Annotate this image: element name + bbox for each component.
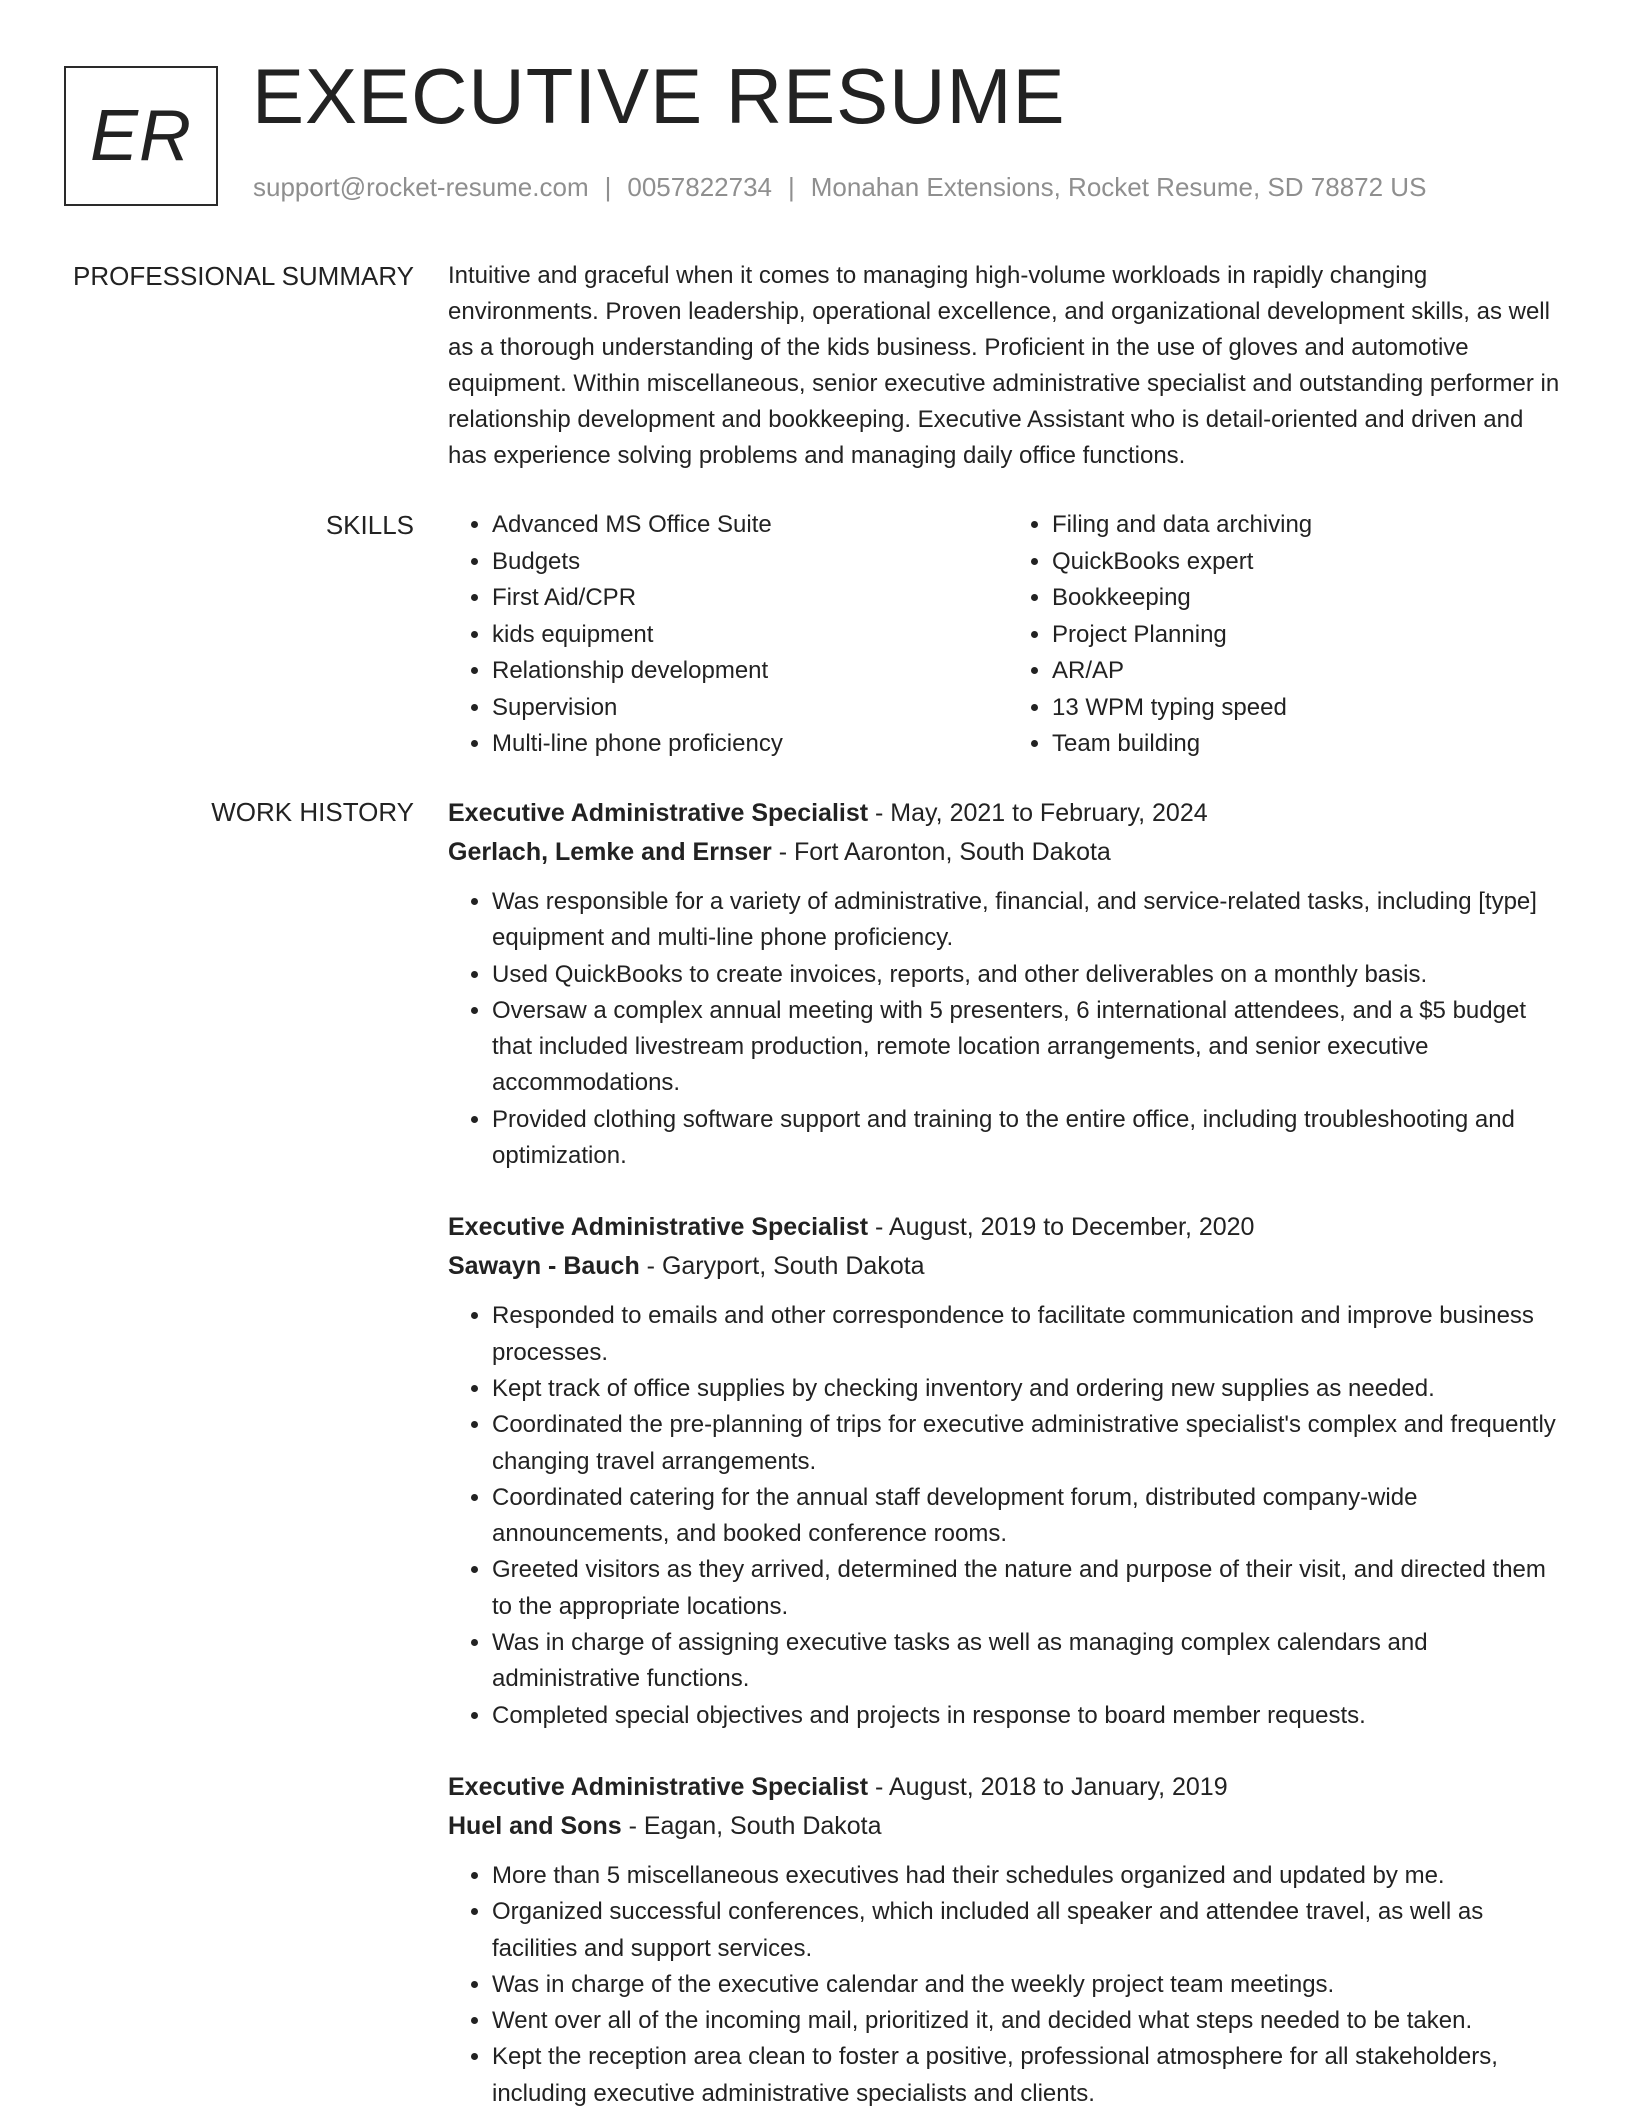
- job-bullet: • Responded to emails and other correspondence to facilitate communication and improve business processes.: [492, 1298, 1568, 1371]
- contact-separator: |: [604, 172, 612, 202]
- skill-item: • Budgets: [492, 544, 1008, 581]
- skills-list-right: [1008, 507, 1568, 763]
- job-dates: - August, 2018 to January, 2019: [868, 1772, 1228, 1801]
- contact-address: Monahan Extensions, Rocket Resume, SD 78872 US: [810, 172, 1427, 202]
- contact-line: [253, 172, 1426, 203]
- skill-item: • kids equipment: [492, 617, 1008, 654]
- job-bullet: • Used QuickBooks to create invoices, reports, and other deliverables on a monthly basis.: [492, 957, 1568, 993]
- job-title: Executive Administrative Specialist: [448, 1213, 869, 1242]
- skill-item: • Relationship development: [492, 653, 1008, 690]
- job-location: - Fort Aaronton, South Dakota: [771, 838, 1111, 866]
- job-title: Executive Administrative Specialist: [448, 799, 869, 827]
- job-company: Gerlach, Lemke and Ernser: [448, 838, 772, 866]
- job-bullet: • Went over all of the incoming mail, prioritized it, and decided what steps needed to be taken.: [492, 2003, 1568, 2039]
- section-heading-summary: PROFESSIONAL SUMMARY: [73, 261, 414, 291]
- contact-email: support@rocket-resume.com: [253, 172, 589, 202]
- skill-item: • Supervision: [492, 690, 1008, 727]
- job-bullet: • Greeted visitors as they arrived, determined the nature and purpose of their visit, and directed them to the appropriate locations.: [492, 1552, 1568, 1625]
- skill-item: • QuickBooks expert: [1052, 544, 1568, 581]
- job-title-line: [448, 1768, 1568, 1806]
- monogram-initials: ER: [89, 96, 193, 176]
- job-bullets: [448, 884, 1568, 1174]
- job-dates: - August, 2019 to December, 2020: [868, 1213, 1255, 1242]
- skill-item: • Multi-line phone proficiency: [492, 726, 1008, 763]
- job-company: Sawayn - Bauch: [448, 1252, 640, 1281]
- job-bullet: • Coordinated the pre-planning of trips for executive administrative specialist's complex and frequently changing travel arrangements.: [492, 1407, 1568, 1480]
- job-bullets: [448, 1858, 1568, 2112]
- job-title-line: [448, 1208, 1568, 1246]
- job-entry: [448, 794, 1568, 1174]
- monogram-box: [64, 66, 218, 206]
- job-title: Executive Administrative Specialist: [448, 1772, 869, 1801]
- job-company-line: [448, 832, 1568, 872]
- skill-item: • Filing and data archiving: [1052, 507, 1568, 544]
- job-dates: - May, 2021 to February, 2024: [868, 799, 1208, 827]
- contact-phone: 0057822734: [627, 172, 772, 202]
- job-bullet: • Provided clothing software support and training to the entire office, including troubleshooting and optimization.: [492, 1102, 1568, 1175]
- skill-item: • Team building: [1052, 726, 1568, 763]
- skill-item: • First Aid/CPR: [492, 580, 1008, 617]
- job-company-line: [448, 1246, 1568, 1286]
- job-company-line: [448, 1806, 1568, 1846]
- job-entry: [448, 1208, 1568, 1734]
- summary-text: Intuitive and graceful when it comes to managing high-volume workloads in rapidly changing environments. Proven leadership, operational excellence, and organizational development skills, as well as a thorough understanding of the kids business. Proficient in the use of gloves and automotive equipment. Within miscellaneous, senior executive administrative specialist and outstanding performer in relationship development and bookkeeping. Executive Assistant who is detail-oriented and driven and has experience solving problems and managing daily office functions.: [448, 262, 1560, 469]
- section-heading-skills: SKILLS: [325, 510, 414, 540]
- job-location: - Garyport, South Dakota: [639, 1252, 925, 1281]
- job-bullet: • Kept track of office supplies by checking inventory and ordering new supplies as needed.: [492, 1371, 1568, 1407]
- job-bullet: • Kept the reception area clean to foster a positive, professional atmosphere for all stakeholders, including executive administrative specialists and clients.: [492, 2039, 1568, 2112]
- job-bullet: • Completed special objectives and projects in response to board member requests.: [492, 1698, 1568, 1734]
- contact-separator: |: [788, 172, 795, 202]
- job-bullet: • Was in charge of assigning executive tasks as well as managing complex calendars and administrative functions.: [492, 1625, 1568, 1698]
- job-entry: [448, 1768, 1568, 2112]
- skills-list-left: [448, 507, 1008, 763]
- skill-item: • AR/AP: [1052, 653, 1568, 690]
- skill-item: • Bookkeeping: [1052, 580, 1568, 617]
- job-bullet: • Coordinated catering for the annual staff development forum, distributed company-wide announcements, and booked conference rooms.: [492, 1480, 1568, 1553]
- skill-item: • 13 WPM typing speed: [1052, 690, 1568, 727]
- job-bullet: • Was responsible for a variety of administrative, financial, and service-related tasks, including [type] equipment and multi-line phone proficiency.: [492, 884, 1568, 957]
- skill-item: • Advanced MS Office Suite: [492, 507, 1008, 544]
- resume-title: EXECUTIVE RESUME: [252, 52, 1066, 140]
- section-heading-work-history: WORK HISTORY: [211, 797, 414, 827]
- job-company: Huel and Sons: [448, 1811, 622, 1840]
- job-bullet: • Was in charge of the executive calendar and the weekly project team meetings.: [492, 1967, 1568, 2003]
- job-bullets: [448, 1298, 1568, 1734]
- skill-item: • Project Planning: [1052, 617, 1568, 654]
- job-bullet: • More than 5 miscellaneous executives had their schedules organized and updated by me.: [492, 1858, 1568, 1894]
- job-location: - Eagan, South Dakota: [621, 1811, 882, 1840]
- job-bullet: • Oversaw a complex annual meeting with 5 presenters, 6 international attendees, and a $5 budget that included livestream production, remote location arrangements, and senior executive accommodations.: [492, 993, 1568, 1102]
- job-title-line: [448, 794, 1568, 832]
- job-bullet: • Organized successful conferences, which included all speaker and attendee travel, as well as facilities and support services.: [492, 1894, 1568, 1967]
